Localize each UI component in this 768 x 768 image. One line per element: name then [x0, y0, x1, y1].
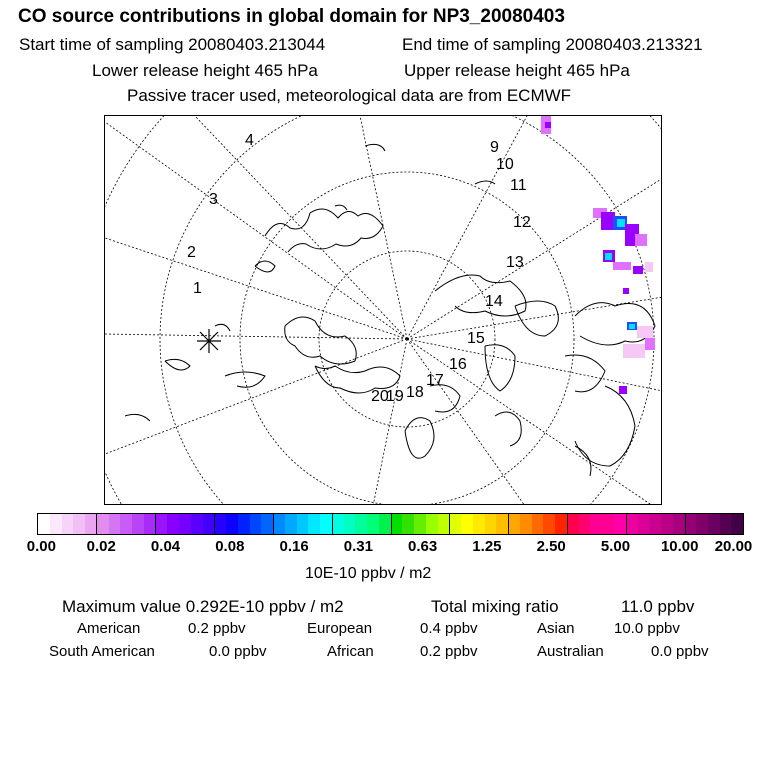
- trajectory-label: 13: [506, 254, 524, 271]
- tracer-info-label: Passive tracer used, meteorological data are from ECMWF: [127, 86, 572, 105]
- colorbar-cell: [297, 514, 309, 534]
- colorbar-cell: [179, 514, 191, 534]
- colorbar-cell: [120, 514, 132, 534]
- region-value: 10.0 ppbv: [614, 620, 680, 637]
- colorbar-unit-label: 10E-10 ppbv / m2: [305, 565, 432, 582]
- trajectory-label: 16: [449, 356, 467, 373]
- colorbar-tick-label: 0.16: [279, 538, 309, 555]
- trajectory-label: 20: [371, 388, 389, 405]
- colorbar-tick-label: 0.31: [343, 538, 373, 555]
- colorbar-divider: [214, 513, 215, 535]
- colorbar-cell: [367, 514, 379, 534]
- colorbar-cell: [132, 514, 144, 534]
- colorbar-cell: [156, 514, 168, 534]
- colorbar-cell: [485, 514, 497, 534]
- region-value: 0.2 ppbv: [420, 643, 478, 660]
- colorbar-cell: [320, 514, 332, 534]
- region-name: American: [77, 620, 141, 637]
- colorbar-cell: [226, 514, 238, 534]
- concentration-plume: [541, 116, 655, 394]
- receptor-asterisk: [197, 329, 221, 353]
- colorbar-tick-label: 10.00: [660, 538, 699, 555]
- colorbar-cell: [626, 514, 638, 534]
- colorbar-cell: [731, 514, 743, 534]
- total-mixing-label: Total mixing ratio: [431, 597, 559, 616]
- colorbar-cell: [308, 514, 320, 534]
- colorbar-cell: [344, 514, 356, 534]
- colorbar-cell: [461, 514, 473, 534]
- max-value-label: Maximum value 0.292E-10 ppbv / m2: [62, 597, 344, 616]
- colorbar-cell: [614, 514, 626, 534]
- colorbar-cell: [38, 514, 50, 534]
- polar-map: [104, 115, 662, 505]
- colorbar-cell: [649, 514, 661, 534]
- region-name: African: [327, 643, 374, 660]
- trajectory-label: 1: [193, 280, 202, 297]
- colorbar-cell: [590, 514, 602, 534]
- map-title: CO source contributions in global domain for NP3_20080403: [18, 6, 565, 27]
- colorbar-cell: [250, 514, 262, 534]
- colorbar-cell: [285, 514, 297, 534]
- colorbar-tick-label: 0.08: [215, 538, 245, 555]
- colorbar-cell: [426, 514, 438, 534]
- upper-release-label: Upper release height 465 hPa: [404, 61, 630, 80]
- colorbar-divider: [155, 513, 156, 535]
- colorbar-tick-label: 5.00: [600, 538, 631, 555]
- colorbar-cell: [97, 514, 109, 534]
- region-value: 0.0 ppbv: [209, 643, 267, 660]
- trajectory-label: 17: [426, 372, 444, 389]
- region-value: 0.4 ppbv: [420, 620, 478, 637]
- colorbar-cell: [532, 514, 544, 534]
- colorbar-cell: [720, 514, 732, 534]
- colorbar-cell: [496, 514, 508, 534]
- coastlines: [125, 144, 655, 476]
- trajectory-label: 19: [386, 388, 404, 405]
- colorbar-tick-label: 0.63: [408, 538, 438, 555]
- region-name: Australian: [537, 643, 604, 660]
- trajectory-label: 14: [485, 293, 503, 310]
- lower-release-label: Lower release height 465 hPa: [92, 61, 318, 80]
- colorbar-cell: [379, 514, 391, 534]
- trajectory-label: 2: [187, 244, 196, 261]
- colorbar-cell: [402, 514, 414, 534]
- trajectory-labels: [187, 132, 531, 405]
- colorbar-cell: [520, 514, 532, 534]
- colorbar-cell: [473, 514, 485, 534]
- colorbar-cell: [50, 514, 62, 534]
- colorbar-divider: [332, 513, 333, 535]
- meridian-lines: [105, 116, 662, 505]
- colorbar-cell: [696, 514, 708, 534]
- trajectory-label: 12: [513, 214, 531, 231]
- colorbar-cell: [73, 514, 85, 534]
- colorbar-tick-label: 0.04: [150, 538, 181, 555]
- colorbar-divider: [626, 513, 627, 535]
- colorbar-tick-label: 20.00: [714, 538, 753, 555]
- colorbar-cell: [567, 514, 579, 534]
- trajectory-label: 9: [490, 139, 499, 156]
- colorbar-cell: [555, 514, 567, 534]
- colorbar-divider: [567, 513, 568, 535]
- colorbar-cell: [273, 514, 285, 534]
- colorbar-cell: [332, 514, 344, 534]
- colorbar-divider: [449, 513, 450, 535]
- colorbar-cell: [109, 514, 121, 534]
- colorbar-tick-label: 0.00: [26, 538, 56, 555]
- region-value: 0.0 ppbv: [651, 643, 709, 660]
- start-time-label: Start time of sampling 20080403.213044: [19, 35, 326, 54]
- colorbar-tick-label: 0.02: [86, 538, 116, 555]
- colorbar-cell: [355, 514, 367, 534]
- colorbar-tick-label: 2.50: [536, 538, 566, 555]
- colorbar-divider: [96, 513, 97, 535]
- colorbar-cell: [62, 514, 74, 534]
- colorbar-cell: [579, 514, 591, 534]
- total-mixing-value: 11.0 ppbv: [621, 597, 695, 616]
- colorbar-cell: [673, 514, 685, 534]
- colorbar-cell: [203, 514, 215, 534]
- colorbar-divider: [273, 513, 274, 535]
- colorbar-divider: [685, 513, 686, 535]
- trajectory-label: 10: [496, 156, 514, 173]
- map-canvas: [105, 116, 662, 505]
- trajectory-label: 4: [245, 132, 254, 149]
- colorbar-cell: [214, 514, 226, 534]
- colorbar-cell: [543, 514, 555, 534]
- trajectory-label: 3: [209, 191, 218, 208]
- colorbar-cell: [438, 514, 450, 534]
- trajectory-label: 11: [510, 177, 527, 194]
- trajectory-label: 18: [406, 384, 424, 401]
- colorbar-cell: [508, 514, 520, 534]
- colorbar-divider: [508, 513, 509, 535]
- colorbar-cell: [708, 514, 720, 534]
- trajectory-label: 15: [467, 330, 485, 347]
- colorbar-cell: [191, 514, 203, 534]
- region-value: 0.2 ppbv: [188, 620, 246, 637]
- colorbar-cell: [261, 514, 273, 534]
- colorbar-cell: [661, 514, 673, 534]
- region-name: South American: [49, 643, 155, 660]
- colorbar-cell: [414, 514, 426, 534]
- end-time-label: End time of sampling 20080403.213321: [402, 35, 703, 54]
- colorbar-cell: [391, 514, 403, 534]
- region-name: Asian: [537, 620, 575, 637]
- colorbar-cell: [167, 514, 179, 534]
- colorbar-tick-label: 1.25: [472, 538, 502, 555]
- colorbar-cell: [602, 514, 614, 534]
- colorbar-divider: [391, 513, 392, 535]
- colorbar-cell: [238, 514, 250, 534]
- colorbar-cell: [449, 514, 461, 534]
- colorbar-cell: [144, 514, 156, 534]
- colorbar-cell: [637, 514, 649, 534]
- region-name: European: [307, 620, 373, 637]
